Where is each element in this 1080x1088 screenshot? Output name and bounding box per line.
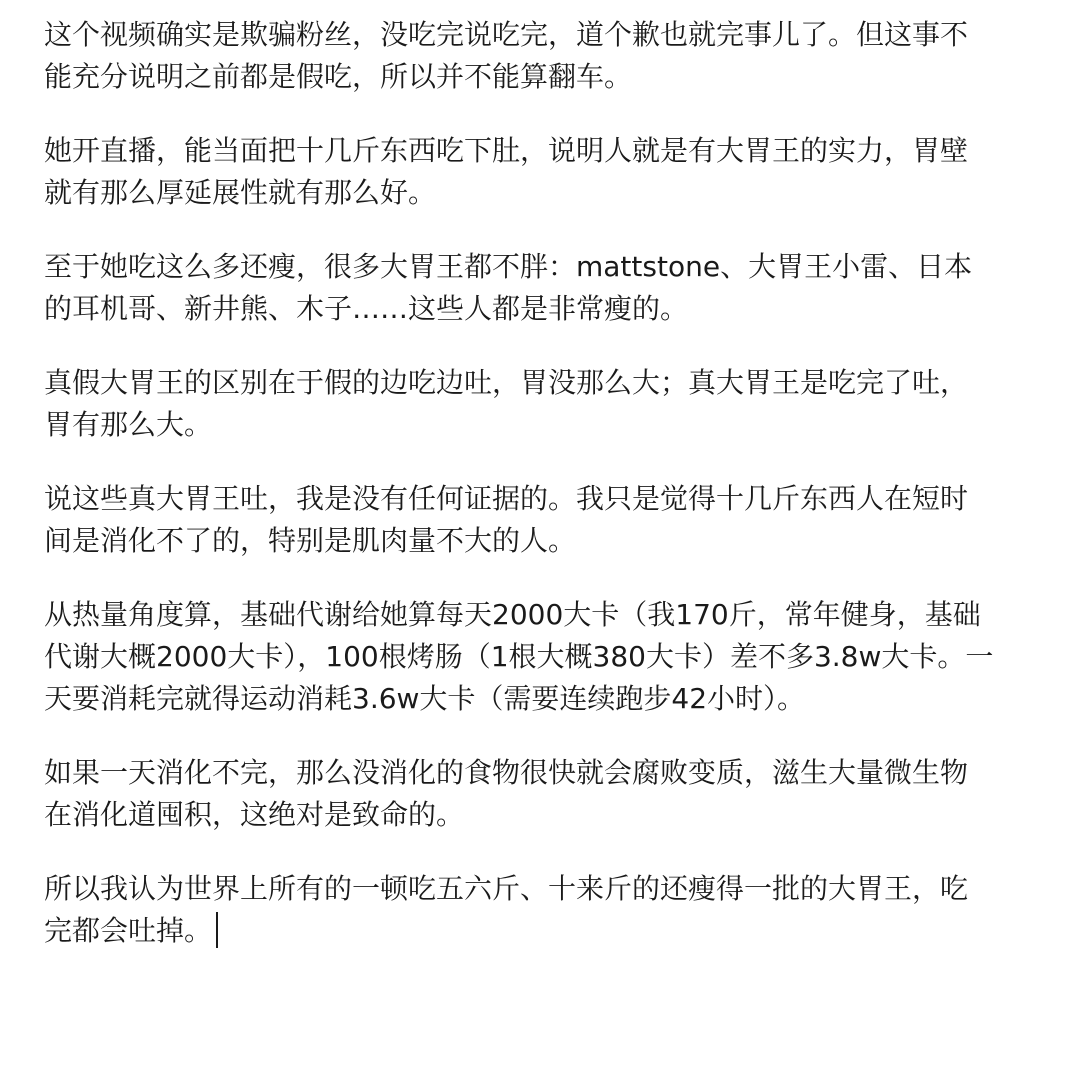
paragraph-7: 如果一天消化不完，那么没消化的食物很快就会腐败变质，滋生大量微生物在消化道囤积，这绝对是致命的。 bbox=[44, 756, 969, 831]
paragraph-4: 真假大胃王的区别在于假的边吃边吐，胃没那么大；真大胃王是吃完了吐，胃有那么大。 bbox=[44, 366, 969, 441]
paragraph-6: 从热量角度算，基础代谢给她算每天2000大卡（我170斤，常年健身，基础代谢大概2000大卡），100根烤肠（1根大概380大卡）差不多3.8w大卡。一天要消耗完就得运动消耗3.6w大卡（需要连续跑步42小时）。 bbox=[44, 598, 994, 715]
paragraph-8 bbox=[44, 868, 994, 952]
paragraph-5: 说这些真大胃王吐，我是没有任何证据的。我只是觉得十几斤东西人在短时间是消化不了的，特别是肌肉量不大的人。 bbox=[44, 482, 969, 557]
paragraph-3: 至于她吃这么多还瘦，很多大胃王都不胖：mattstone、大胃王小雷、日本的耳机哥、新井熊、木子……这些人都是非常瘦的。 bbox=[44, 250, 973, 325]
paragraph-8-text: 所以我认为世界上所有的一顿吃五六斤、十来斤的还瘦得一批的大胃王，吃完都会吐掉。 bbox=[44, 872, 969, 947]
text-cursor bbox=[216, 912, 218, 948]
paragraph-2: 她开直播，能当面把十几斤东西吃下肚，说明人就是有大胃王的实力，胃壁就有那么厚延展性就有那么好。 bbox=[44, 134, 969, 209]
paragraph-1: 这个视频确实是欺骗粉丝，没吃完说吃完，道个歉也就完事儿了。但这事不能充分说明之前都是假吃，所以并不能算翻车。 bbox=[44, 18, 969, 93]
